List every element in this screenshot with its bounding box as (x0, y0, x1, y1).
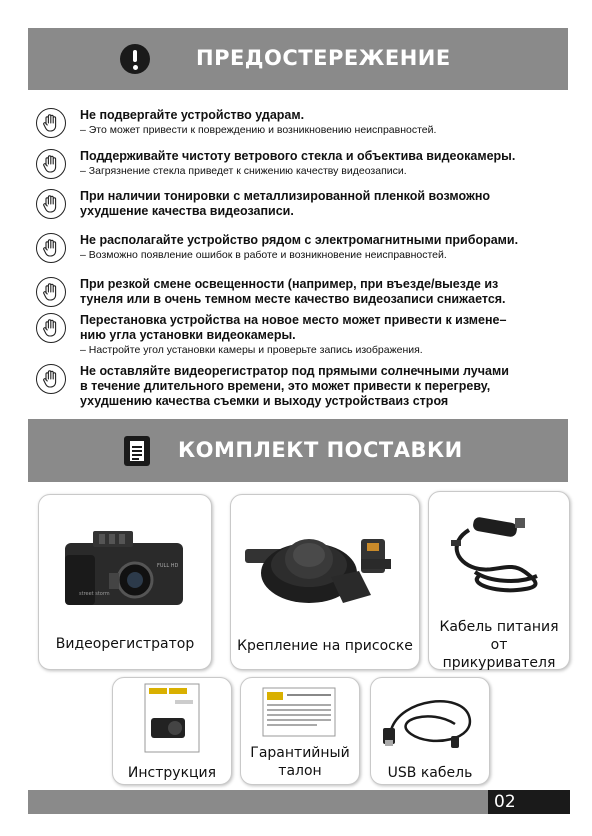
page-number: 02 (488, 790, 570, 814)
hand-stop-icon (36, 233, 66, 263)
hand-stop-icon (36, 364, 66, 394)
svg-text:FULL HD: FULL HD (157, 563, 179, 569)
warning-item-title: Не располагайте устройство рядом с электромагнитными приборами. (80, 233, 519, 247)
dashcam-image (39, 515, 211, 635)
warning-item-title: Перестановка устройства на новое место может привести к измене– нию угла установки видеокамеры. (80, 313, 507, 342)
hand-stop-icon (36, 149, 66, 179)
warning-item-title: При резкой смене освещенности (например, при въезде/выезде из тунеля или в очень темном месте качество видеозаписи снижается. (80, 277, 506, 306)
kit-caption-warranty: Гарантийный талон (250, 745, 350, 779)
hand-stop-icon (36, 313, 66, 343)
hand-stop-icon (36, 189, 66, 219)
warning-item-note: – Это может привести к повреждению и возникновению неисправностей. (80, 124, 437, 136)
footer-bar (28, 790, 488, 814)
kit-card-manual (112, 677, 232, 785)
kit-card-usb-cable (370, 677, 490, 785)
kit-caption-dashcam: Видеорегистратор (55, 636, 195, 652)
power-cable-image (429, 492, 569, 602)
warning-item-note: – Загрязнение стекла приведет к снижению качеству видеозаписи. (80, 165, 407, 177)
hand-stop-icon (36, 108, 66, 138)
warning-item-title: Поддерживайте чистоту ветрового стекла и объектива видеокамеры. (80, 149, 516, 163)
warning-title: ПРЕДОСТЕРЕЖЕНИЕ (196, 46, 451, 70)
warning-item-title: Не оставляйте видеорегистратор под прямыми солнечными лучами в течение длительного времени, это может привести к перегреву, ухудшению качества съемки и выходу устройствaиз строя (80, 364, 509, 408)
suction-mount-image (231, 499, 419, 619)
kit-caption-power-cable: Кабель питания от прикуривателя (439, 619, 559, 671)
kit-caption-manual: Инструкция (127, 765, 217, 781)
kit-card-power-cable (428, 491, 570, 670)
kit-card-mount (230, 494, 420, 670)
kit-card-warranty (240, 677, 360, 785)
kit-caption-usb-cable: USB кабель (387, 765, 473, 781)
usb-cable-image (371, 678, 489, 754)
document-icon (124, 436, 150, 466)
warning-item-note: – Возможно появление ошибок в работе и возникновение неисправностей. (80, 249, 447, 261)
svg-text:street storm: street storm (79, 591, 110, 597)
warning-item-title: Не подвергайте устройство ударам. (80, 108, 305, 122)
kit-caption-mount: Крепление на присоске (237, 638, 413, 654)
warning-item-note: – Настройте угол установки камеры и проверьте запись изображения. (80, 344, 423, 356)
exclamation-icon (120, 44, 150, 74)
kit-banner (28, 419, 568, 482)
manual-image (113, 678, 231, 754)
kit-card-dashcam (38, 494, 212, 670)
kit-title: КОМПЛЕКТ ПОСТАВКИ (178, 438, 463, 462)
warranty-card-image (241, 678, 359, 744)
warning-item-title: При наличии тонировки с металлизированной пленкой возможно ухудшение качества видеозаписи. (80, 189, 491, 218)
warning-banner (28, 28, 568, 90)
hand-stop-icon (36, 277, 66, 307)
